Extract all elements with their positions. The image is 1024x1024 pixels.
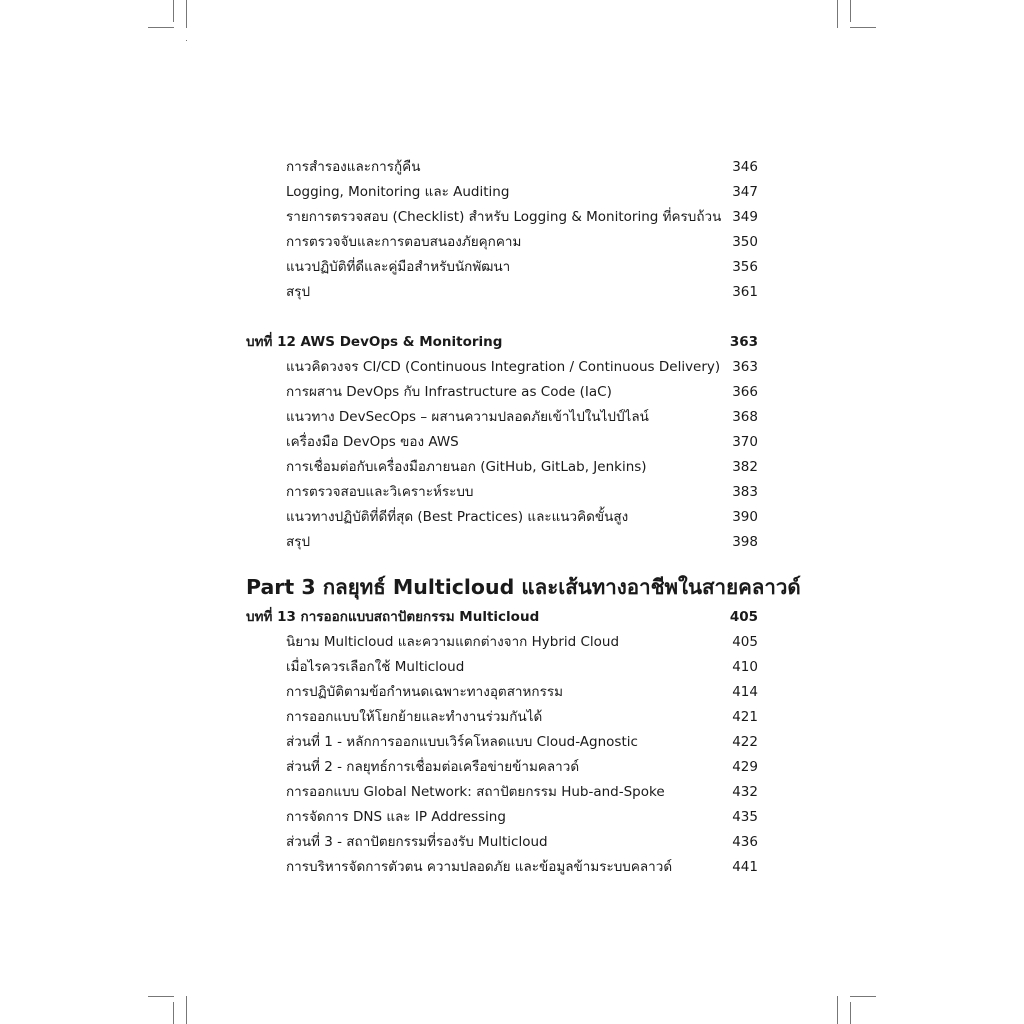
toc-entry-page: 422 [732, 734, 758, 750]
toc-entry[interactable] [286, 458, 758, 476]
toc-entry-page: 350 [732, 234, 758, 250]
toc-entry-page: 366 [732, 384, 758, 400]
toc-entry-label: การผสาน DevOps กับ Infrastructure as Code (IaC) [286, 384, 612, 400]
toc-entry[interactable] [286, 758, 758, 776]
toc-entry[interactable] [286, 508, 758, 526]
toc-entry[interactable] [286, 283, 758, 301]
toc-entry-label: แนวทาง DevSecOps – ผสานความปลอดภัยเข้าไปในไปป์ไลน์ [286, 409, 649, 425]
toc-entry[interactable] [286, 683, 758, 701]
toc-entry-page: 363 [732, 359, 758, 375]
toc-entry-label: รายการตรวจสอบ (Checklist) สำหรับ Logging & Monitoring ที่ครบถ้วน [286, 209, 722, 225]
toc-entry-page: 390 [732, 509, 758, 525]
toc-entry[interactable] [286, 533, 758, 551]
toc-entry-page: 414 [732, 684, 758, 700]
toc-entry-page: 356 [732, 259, 758, 275]
toc-entry-page: 361 [732, 284, 758, 300]
toc-entry-label: Logging, Monitoring และ Auditing [286, 184, 510, 200]
toc-entry-page: 346 [732, 159, 758, 175]
toc-entry-label: สรุป [286, 284, 311, 300]
toc-entry-page: 410 [732, 659, 758, 675]
toc-entry-label: แนวทางปฏิบัติที่ดีที่สุด (Best Practices) และแนวคิดขั้นสูง [286, 509, 629, 525]
toc-entry-page: 382 [732, 459, 758, 475]
toc-entry-page: 435 [732, 809, 758, 825]
toc-entry[interactable] [286, 258, 758, 276]
toc-entry-page: 421 [732, 709, 758, 725]
chapter-title: บทที่ 12 AWS DevOps & Monitoring [246, 334, 503, 350]
toc-entry[interactable] [286, 408, 758, 426]
toc-entry-page: 429 [732, 759, 758, 775]
toc-entry[interactable] [286, 383, 758, 401]
toc-entry[interactable] [286, 158, 758, 176]
toc-entry-label: การจัดการ DNS และ IP Addressing [286, 809, 506, 825]
chapter-page: 405 [729, 609, 758, 625]
toc-entry-page: 347 [732, 184, 758, 200]
toc-entry-label: เมื่อไรควรเลือกใช้ Multicloud [286, 659, 465, 675]
toc-entry-label: แนวคิดวงจร CI/CD (Continuous Integration / Continuous Delivery) [286, 359, 721, 375]
toc-entry[interactable] [286, 858, 758, 876]
chapter-page: 363 [729, 334, 758, 350]
toc-entry[interactable] [286, 183, 758, 201]
toc-entry-label: สรุป [286, 534, 311, 550]
part-3-heading[interactable]: Part 3 กลยุทธ์ Multicloud และเส้นทางอาชีพในสายคลาวด์ [246, 575, 801, 599]
chapter-title: บทที่ 13 การออกแบบสถาปัตยกรรม Multicloud [246, 609, 540, 625]
toc-entry[interactable] [286, 358, 758, 376]
toc-entry-page: 441 [732, 859, 758, 875]
toc-entry[interactable] [286, 233, 758, 251]
toc-entry[interactable] [286, 708, 758, 726]
toc-entry-label: การปฏิบัติตามข้อกำหนดเฉพาะทางอุตสาหกรรม [286, 684, 563, 700]
toc-entry-page: 370 [732, 434, 758, 450]
toc-entry[interactable] [286, 633, 758, 651]
toc-entry-label: แนวปฏิบัติที่ดีและคู่มือสำหรับนักพัฒนา [286, 259, 511, 275]
toc-entry[interactable] [286, 808, 758, 826]
toc-entry-label: การบริหารจัดการตัวตน ความปลอดภัย และข้อมูลข้ามระบบคลาวด์ [286, 859, 673, 875]
toc-entry-page: 436 [732, 834, 758, 850]
toc-entry-page: 383 [732, 484, 758, 500]
toc-entry[interactable] [286, 658, 758, 676]
toc-entry-label: ส่วนที่ 1 - หลักการออกแบบเวิร์คโหลดแบบ Cloud-Agnostic [286, 734, 638, 750]
toc-entry[interactable] [286, 483, 758, 501]
chapter-12-heading[interactable] [246, 333, 758, 351]
toc-entry-page: 368 [732, 409, 758, 425]
toc-entry[interactable] [286, 783, 758, 801]
toc-entry-page: 405 [732, 634, 758, 650]
chapter-13-heading[interactable] [246, 608, 758, 626]
toc-entry-page: 349 [732, 209, 758, 225]
toc-entry[interactable] [286, 433, 758, 451]
toc-entry-label: การเชื่อมต่อกับเครื่องมือภายนอก (GitHub, GitLab, Jenkins) [286, 459, 647, 475]
toc-entry-label: ส่วนที่ 2 - กลยุทธ์การเชื่อมต่อเครือข่ายข้ามคลาวด์ [286, 759, 580, 775]
toc-entry[interactable] [286, 833, 758, 851]
toc-entry[interactable] [286, 208, 758, 226]
toc-entry-label: การสำรองและการกู้คืน [286, 159, 421, 175]
toc-entry-label: เครื่องมือ DevOps ของ AWS [286, 434, 459, 450]
toc-entry-page: 432 [732, 784, 758, 800]
toc-entry-label: การตรวจสอบและวิเคราะห์ระบบ [286, 484, 474, 500]
toc-entry-label: การออกแบบ Global Network: สถาปัตยกรรม Hub-and-Spoke [286, 784, 665, 800]
toc-entry-label: ส่วนที่ 3 - สถาปัตยกรรมที่รองรับ Multicloud [286, 834, 548, 850]
toc-entry-page: 398 [732, 534, 758, 550]
toc-entry[interactable] [286, 733, 758, 751]
toc-entry-label: การออกแบบให้โยกย้ายและทำงานร่วมกันได้ [286, 709, 543, 725]
toc-entry-label: นิยาม Multicloud และความแตกต่างจาก Hybrid Cloud [286, 634, 620, 650]
toc-entry-label: การตรวจจับและการตอบสนองภัยคุกคาม [286, 234, 522, 250]
